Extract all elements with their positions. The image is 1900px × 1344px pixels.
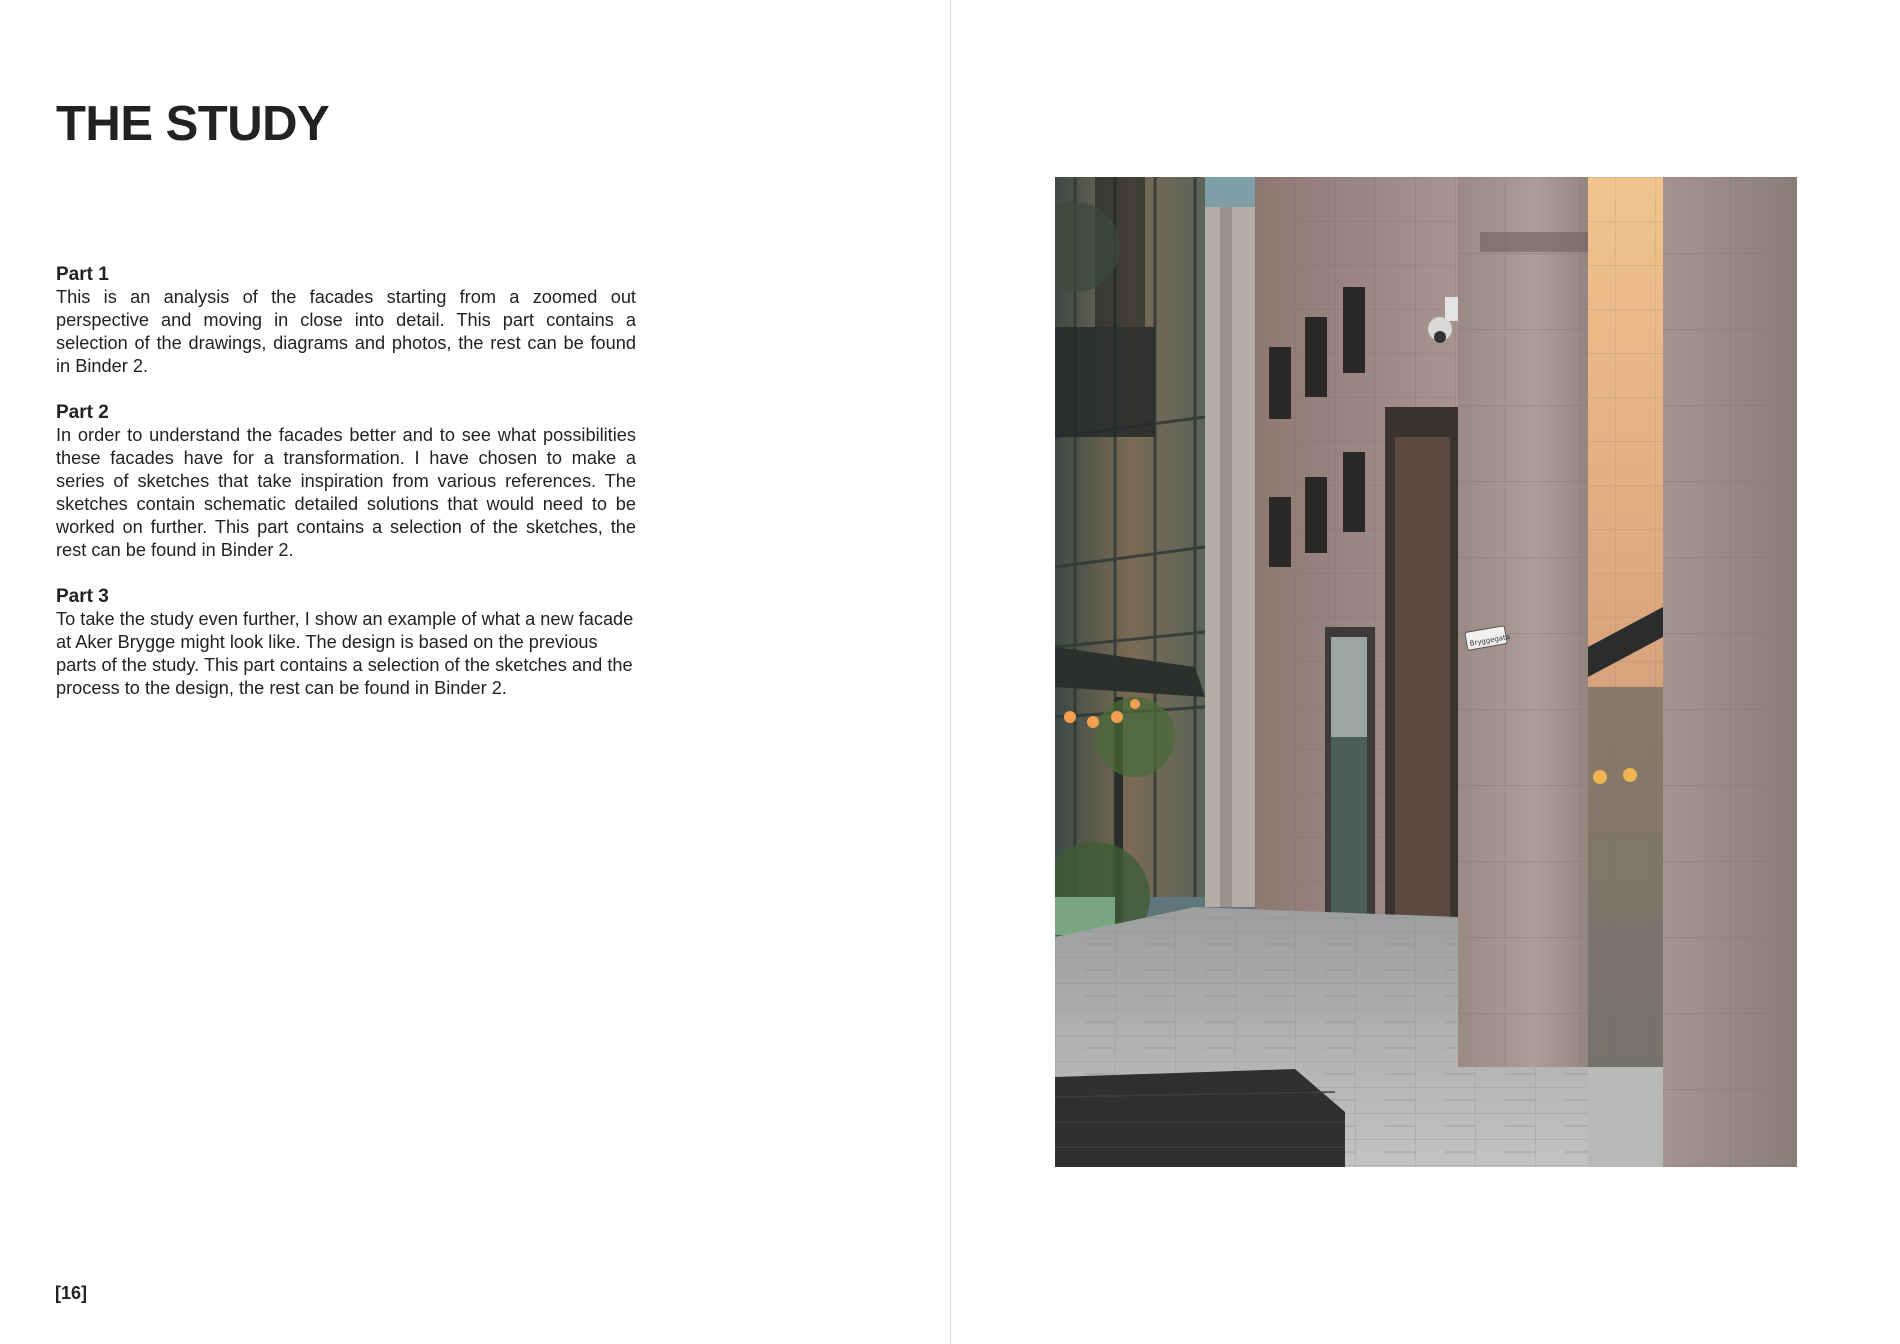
- section-heading: Part 1: [56, 264, 109, 285]
- section-text: To take the study even further, I show an example of what a new facade at Aker Brygge might look like. The design is based on the previous parts of the study. This part contains a selection of the sketches and the process to the design, the rest can be found in Binder 2.: [56, 609, 634, 698]
- street-sign-text: Bryggegata: [1469, 632, 1511, 648]
- page-spread-divider: [950, 0, 951, 1344]
- section-part-2: [56, 401, 636, 562]
- facade-photo-illustration: [1055, 177, 1797, 1167]
- section-text: In order to understand the facades better and to see what possibilities these facades have for a transformation. I have chosen to make a series of sketches that take inspiration from various references. The sketches contain schematic detailed solutions that would need to be worked on further. This part contains a selection of the sketches, the rest can be found in Binder 2.: [56, 425, 636, 560]
- section-text: This is an analysis of the facades starting from a zoomed out perspective and moving in close into detail. This part contains a selection of the drawings, diagrams and photos, the rest can be found in Binder 2.: [56, 287, 636, 376]
- page-title: THE STUDY: [56, 97, 330, 151]
- section-part-1: [56, 263, 636, 378]
- page-number: [16]: [55, 1283, 88, 1303]
- study-sections: [56, 263, 636, 723]
- section-heading: Part 3: [56, 586, 109, 607]
- section-part-3: [56, 585, 636, 700]
- facade-photo: [1055, 177, 1797, 1167]
- section-heading: Part 2: [56, 402, 109, 423]
